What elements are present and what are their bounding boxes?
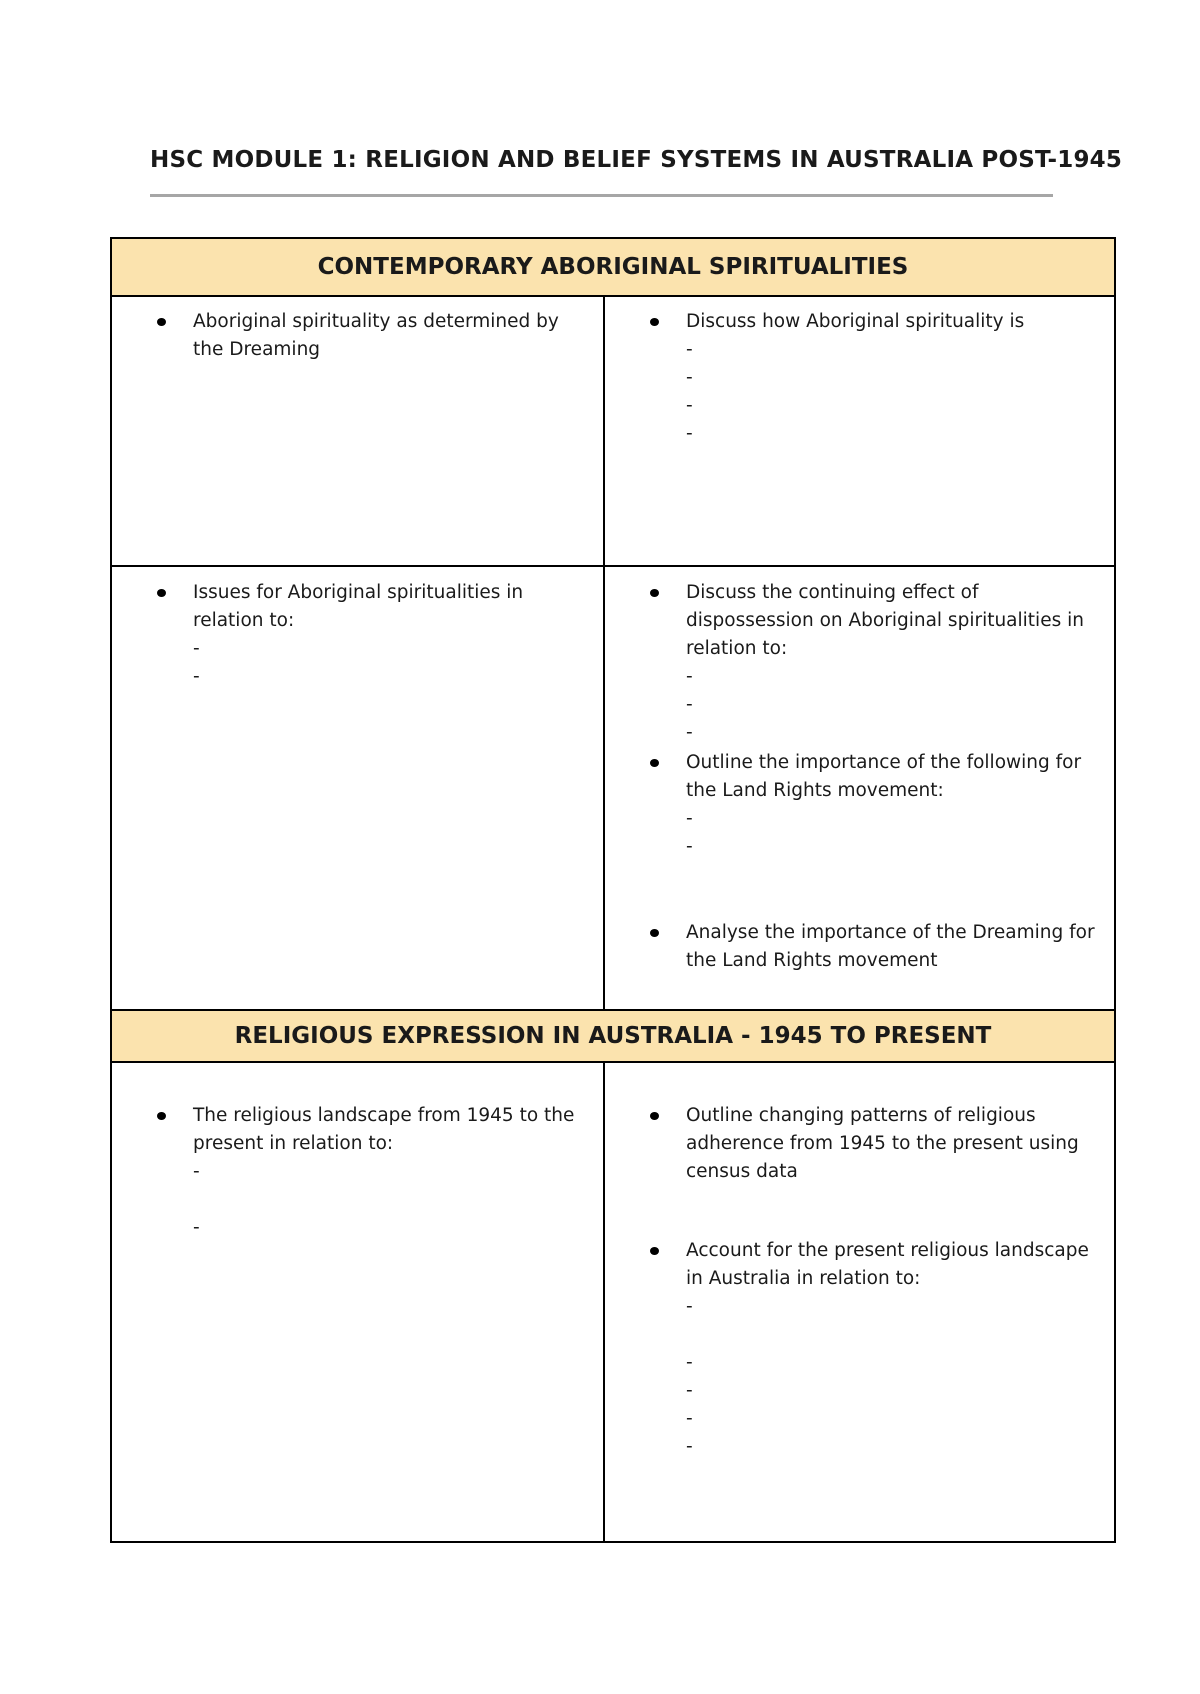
cell-land-rights [650,749,1105,861]
cell-dreaming-land-rights [650,919,1105,975]
list-item [650,1102,1105,1186]
dash-item: - [686,339,693,360]
cell-discuss-spirituality [650,308,1105,448]
dash-item: - [686,808,693,829]
dash-item: - [686,836,693,857]
dash-item: - [686,395,693,416]
bullet-icon [650,759,659,767]
list-item [157,579,587,635]
list-item [650,579,1105,663]
row-divider [110,1541,1116,1543]
dash-item: - [686,1380,693,1401]
dash-item: - [686,694,693,715]
dash-item: - [686,1296,693,1317]
bullet-icon [650,589,659,597]
section-heading-aboriginal-spiritualities: CONTEMPORARY ABORIGINAL SPIRITUALITIES [110,237,1116,297]
list-item [157,308,587,364]
dash-list [157,635,587,691]
dash-item: - [193,1217,200,1238]
dash-item: - [686,1436,693,1457]
item-text: Discuss how Aboriginal spirituality is [686,311,1025,332]
column-divider [603,296,605,1011]
list-item [650,749,1105,805]
bullet-icon [650,318,659,326]
dash-item: - [193,638,200,659]
dash-list [650,336,1105,448]
cell-census-patterns [650,1102,1105,1186]
cell-issues [157,579,587,691]
item-text: Outline changing patterns of religious adherence from 1945 to the present using census data [686,1105,1079,1182]
bullet-icon [157,318,166,326]
column-divider [603,1062,605,1543]
cell-dreaming [157,308,587,364]
dash-item: - [686,1352,693,1373]
list-item [650,919,1105,975]
bullet-icon [650,1247,659,1255]
cell-religious-landscape [157,1102,587,1242]
dash-list [157,1158,587,1242]
list-item [157,1102,587,1158]
page-title: HSC MODULE 1: RELIGION AND BELIEF SYSTEMS IN AUSTRALIA POST-1945 [150,147,1123,173]
dash-item: - [686,423,693,444]
item-text: The religious landscape from 1945 to the present in relation to: [193,1105,575,1154]
dash-item: - [193,1161,200,1182]
bullet-icon [157,1112,166,1120]
item-text: Analyse the importance of the Dreaming for the Land Rights movement [686,922,1095,971]
item-text: Issues for Aboriginal spiritualities in relation to: [193,582,524,631]
dash-item: - [686,367,693,388]
bullet-icon [650,1112,659,1120]
item-text: Account for the present religious landscape in Australia in relation to: [686,1240,1089,1289]
list-item [650,1237,1105,1293]
dash-item: - [686,722,693,743]
dash-item: - [193,666,200,687]
row-divider [110,565,1116,567]
list-item [650,308,1105,336]
title-divider [150,194,1053,197]
item-text: Discuss the continuing effect of dispossession on Aboriginal spiritualities in relation to: [686,582,1084,659]
dash-item: - [686,1408,693,1429]
dash-list [650,663,1105,747]
item-text: Outline the importance of the following for the Land Rights movement: [686,752,1082,801]
section-heading-religious-expression: RELIGIOUS EXPRESSION IN AUSTRALIA - 1945 TO PRESENT [110,1009,1116,1063]
bullet-icon [157,589,166,597]
dash-list [650,805,1105,861]
dash-item: - [686,666,693,687]
cell-dispossession [650,579,1105,747]
bullet-icon [650,929,659,937]
cell-present-landscape [650,1237,1105,1461]
item-text: Aboriginal spirituality as determined by the Dreaming [193,311,559,360]
dash-list [650,1293,1105,1461]
